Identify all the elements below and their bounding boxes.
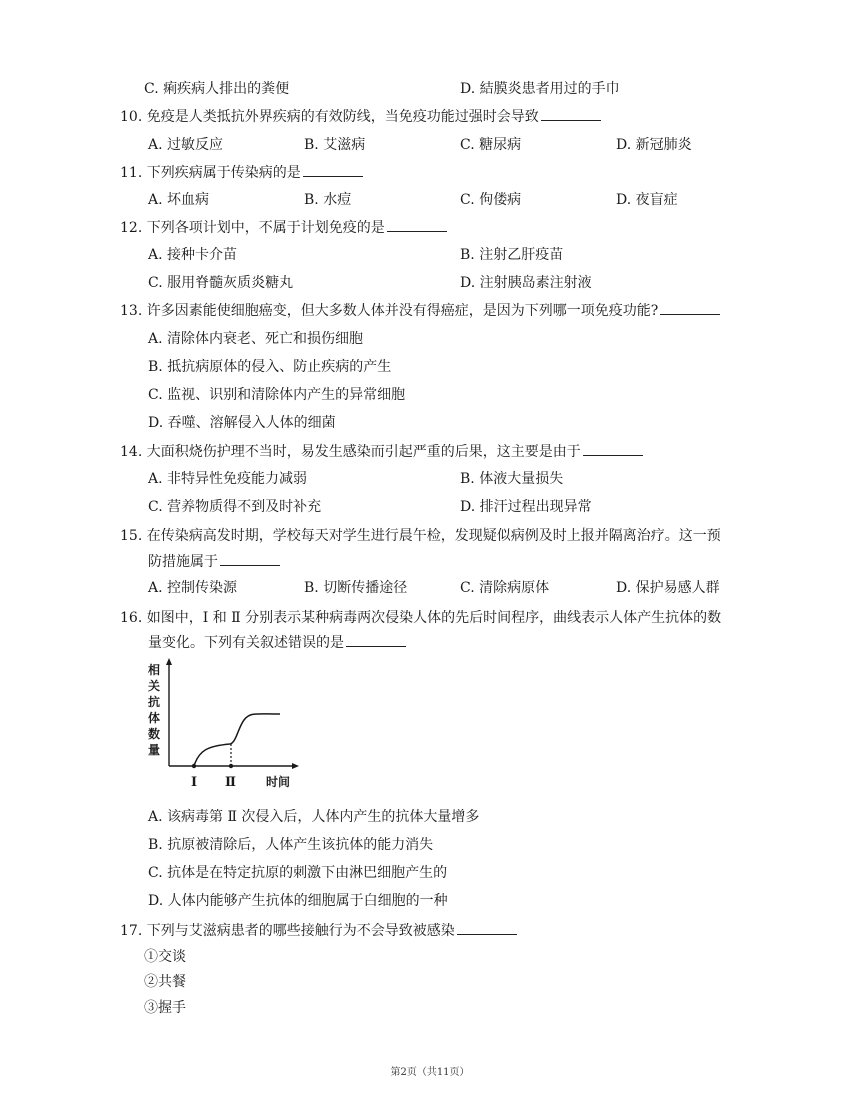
q13-option-d: D. 吞噬、溶解侵入人体的细菌 [148, 415, 336, 431]
x-axis-arrow [292, 763, 299, 769]
q16-option-d: D. 人体内能够产生抗体的细胞属于白细胞的一种 [148, 893, 448, 909]
q15-option-c: C. 清除病原体 [460, 580, 550, 596]
figure-ylabel-char: 关 [148, 679, 161, 693]
q16-stem-line2: 量变化。下列有关叙述错误的是 [148, 634, 406, 652]
figure-ylabel [148, 662, 160, 757]
q14-option-d: D. 排汗过程出现异常 [460, 499, 592, 515]
mark-1-label: Ⅰ [191, 775, 198, 790]
q12-option-b: B. 注射乙肝疫苗 [460, 247, 564, 263]
antibody-curve-figure [144, 658, 304, 792]
answer-blank [387, 219, 447, 232]
q14-option-c: C. 营养物质得不到及时补充 [148, 499, 322, 515]
figure-ylabel-char: 量 [148, 743, 161, 757]
q12-option-c: C. 服用脊髓灰质炎糖丸 [148, 275, 294, 291]
answer-blank [457, 922, 517, 935]
q11-option-a: A. 坏血病 [148, 192, 210, 208]
q10-option-a: A. 过敏反应 [148, 137, 224, 153]
answer-blank [346, 634, 406, 647]
figure-ylabel-char: 数 [148, 727, 161, 741]
q15-option-a: A. 控制传染源 [148, 580, 238, 596]
antibody-curve-svg [144, 658, 304, 792]
q9-option-d: D. 結膜炎患者用过的手巾 [460, 81, 620, 97]
q13-option-c: C. 监视、识别和清除体内产生的异常细胞 [148, 387, 406, 403]
q17-item-1: ①交谈 [144, 949, 186, 965]
figure-ylabel-char: 体 [148, 711, 161, 725]
mark-2-label: Ⅱ [225, 775, 236, 790]
q17-item-2: ②共餐 [144, 974, 186, 990]
q16-option-c: C. 抗体是在特定抗原的刺激下由淋巴细胞产生的 [148, 865, 448, 881]
q10-option-b: B. 艾滋病 [304, 137, 366, 153]
antibody-curve [194, 714, 280, 766]
q12-option-a: A. 接种卡介苗 [148, 247, 238, 263]
first-infection-point [192, 764, 196, 768]
figure-ylabel-char: 抗 [148, 695, 161, 709]
q16-option-a: A. 该病毒第 Ⅱ 次侵入后，人体内产生的抗体大量增多 [148, 809, 480, 825]
q11-option-b: B. 水痘 [304, 192, 352, 208]
q12-option-d: D. 注射胰岛素注射液 [460, 275, 592, 291]
q15-option-d: D. 保护易感人群 [616, 580, 720, 596]
answer-blank [303, 164, 363, 177]
figure-ylabel-char: 相 [148, 663, 161, 677]
answer-blank [541, 108, 601, 121]
answer-blank [220, 553, 280, 566]
q11-option-d: D. 夜盲症 [616, 192, 678, 208]
q15-stem-line1: 15. 在传染病高发时期，学校每天对学生进行晨午检，发现疑似病例及时上报并隔离治疗。这一预 [120, 528, 721, 544]
q9-option-c: C. 痢疾病人排出的粪便 [144, 81, 290, 97]
q14-stem: 14. 大面积烧伤护理不当时，易发生感染而引起严重的后果，这主要是由于 [120, 443, 643, 461]
figure-xlabel: 时间 [266, 775, 291, 789]
q16-stem-line1: 16. 如图中，Ⅰ 和 Ⅱ 分别表示某种病毒两次侵染人体的先后时间程序，曲线表示人体产生抗体的数 [120, 610, 722, 626]
page-footer: 第2页（共11页） [390, 1067, 470, 1078]
q17-item-3: ③握手 [144, 1000, 186, 1016]
q10-option-c: C. 糖尿病 [460, 137, 522, 153]
q16-option-b: B. 抗原被清除后，人体产生该抗体的能力消失 [148, 837, 434, 853]
q11-option-c: C. 佝偻病 [460, 192, 522, 208]
answer-blank [660, 302, 720, 315]
y-axis-arrow [166, 658, 172, 665]
answer-blank [583, 443, 643, 456]
q15-stem-line2: 防措施属于 [148, 553, 280, 571]
q13-option-a: A. 清除体内衰老、死亡和损伤细胞 [148, 331, 364, 347]
q12-stem: 12. 下列各项计划中，不属于计划免疫的是 [120, 219, 447, 237]
q17-stem: 17. 下列与艾滋病患者的哪些接触行为不会导致被感染 [120, 922, 517, 940]
q14-option-b: B. 体液大量损失 [460, 471, 564, 487]
q10-option-d: D. 新冠肺炎 [616, 137, 692, 153]
q11-stem: 11. 下列疾病属于传染病的是 [120, 164, 363, 182]
q13-stem: 13. 许多因素能使细胞癌变，但大多数人体并没有得癌症，是因为下列哪一项免疫功能? [120, 302, 720, 320]
q10-stem: 10. 免疫是人类抵抗外界疾病的有效防线，当免疫功能过强时会导致 [120, 108, 601, 126]
q13-option-b: B. 抵抗病原体的侵入、防止疾病的产生 [148, 359, 392, 375]
q15-option-b: B. 切断传播途径 [304, 580, 408, 596]
q14-option-a: A. 非特异性免疫能力减弱 [148, 471, 308, 487]
second-infection-point [229, 764, 233, 768]
